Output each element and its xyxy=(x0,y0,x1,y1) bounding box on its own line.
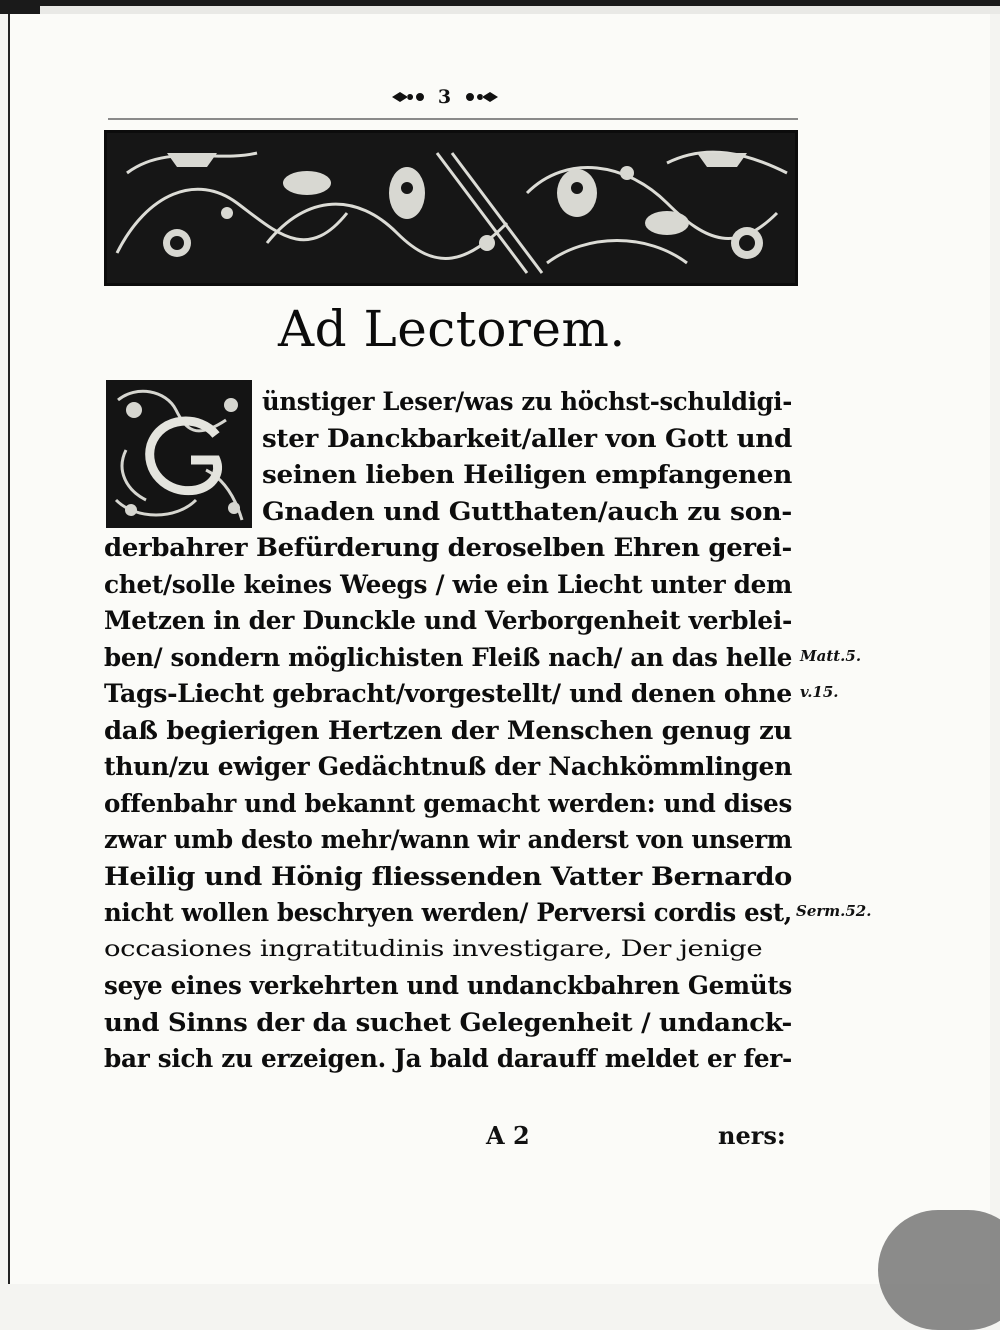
text-line: ster Danckbarkeit/aller von Gott und xyxy=(262,423,792,453)
text-line: und Sinns der da suchet Gelegenheit / undanck- xyxy=(104,1007,792,1037)
page-number: 3 xyxy=(437,86,453,108)
text-line: derbahrer Befürderung deroselben Ehren gerei- xyxy=(104,533,792,562)
text-line: daß begierigen Hertzen der Menschen genug zu xyxy=(104,715,792,745)
text-line: offenbahr und bekannt gemacht werden: und dises xyxy=(104,788,792,818)
decorated-initial-g-icon xyxy=(106,380,252,528)
text-line: ünstiger Leser/was zu höchst-schuldigi- xyxy=(262,387,792,416)
catchword: ners: xyxy=(718,1121,786,1150)
text-line: occasiones ingratitudinis investigare, Der jenige xyxy=(104,936,763,962)
text-line: seinen lieben Heiligen empfangenen xyxy=(262,460,792,489)
text-line: Metzen in der Dunckle und Verborgenheit verblei- xyxy=(104,606,792,635)
text-line: bar sich zu erzeigen. Ja bald darauff meldet er fer- xyxy=(104,1044,792,1073)
text-line: chet/solle keines Weegs / wie ein Liecht unter dem xyxy=(104,569,792,599)
header-rule xyxy=(108,118,798,120)
text-line: Gnaden und Gutthaten/auch zu son- xyxy=(262,496,792,526)
bleed-through-text xyxy=(100,288,108,317)
text-line: seye eines verkehrten und undanckbahren Gemüts xyxy=(104,971,792,1000)
decorative-woodcut-banner xyxy=(104,130,798,286)
margin-note: Matt.5. xyxy=(800,646,862,665)
scanner-thumb-shadow xyxy=(878,1210,1000,1330)
text-line: ben/ sondern möglichisten Fleiß nach/ an das helle xyxy=(104,642,792,672)
text-line: Heilig und Hönig fliessenden Vatter Bernardo xyxy=(104,861,793,891)
page-header xyxy=(380,86,510,110)
margin-note: v.15. xyxy=(800,683,839,701)
signature-mark: A 2 xyxy=(486,1121,530,1150)
text-line: zwar umb desto mehr/wann wir anderst von unserm xyxy=(104,825,792,854)
left-ornament-icon xyxy=(390,87,430,109)
text-line: thun/zu ewiger Gedächtnuß der Nachkömmlingen xyxy=(104,752,792,781)
margin-note: Serm.52. xyxy=(796,902,872,920)
text-line: Tags-Liecht gebracht/vorgestellt/ und denen ohne xyxy=(104,679,792,708)
text-line: nicht wollen beschryen werden/ Perversi cordis est, xyxy=(104,898,792,927)
right-ornament-icon xyxy=(460,87,500,109)
scan-top-edge xyxy=(0,0,1000,14)
page-title: Ad Lectorem. xyxy=(278,300,626,358)
